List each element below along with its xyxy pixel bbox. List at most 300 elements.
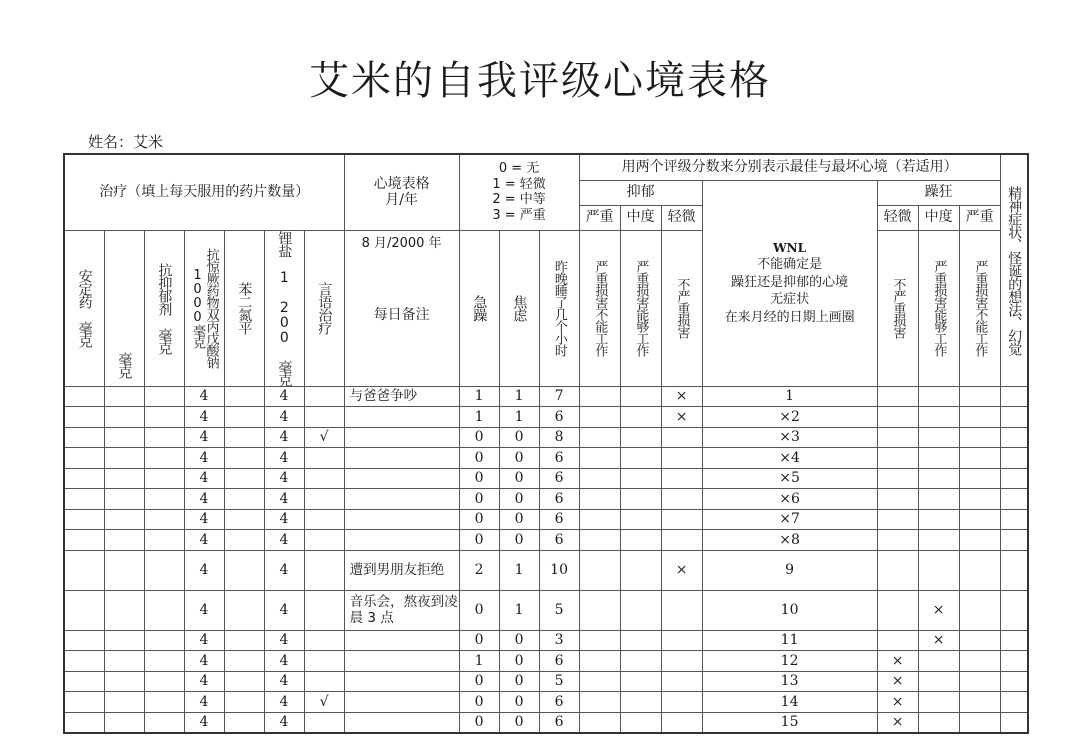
lithium-cell: 4 xyxy=(264,448,304,469)
depression-severe-cell xyxy=(579,489,620,510)
psychosis-cell xyxy=(1000,692,1028,713)
benzodiazepine-cell xyxy=(224,692,264,713)
date-notes-header xyxy=(344,230,459,386)
irritable-cell: 0 xyxy=(459,671,499,692)
mania-col-mild xyxy=(877,230,918,386)
blank-med-cell xyxy=(104,530,144,551)
sleep-hours-cell: 5 xyxy=(539,590,579,630)
scale-line: 3 = 严重 xyxy=(492,207,546,223)
depression-mild-cell xyxy=(661,489,702,510)
mania-moderate-cell xyxy=(918,468,959,489)
anxiety-cell: 0 xyxy=(499,692,539,713)
talk-therapy-cell xyxy=(304,530,344,551)
mania-mild-cell xyxy=(877,590,918,630)
daily-note-cell xyxy=(344,489,459,510)
talk-therapy-cell xyxy=(304,671,344,692)
depression-col-label: 严重损害不能工作 xyxy=(592,260,608,356)
mania-moderate-label: 中度 xyxy=(918,205,959,230)
depression-col-label: 严重损害能够工作 xyxy=(633,260,649,356)
depression-severe-cell xyxy=(579,651,620,672)
sleep-hours-cell: 10 xyxy=(539,550,579,590)
depression-col-severe xyxy=(579,230,620,386)
psychosis-cell xyxy=(1000,651,1028,672)
daily-note-cell xyxy=(344,448,459,469)
mania-mild-cell xyxy=(877,630,918,651)
depression-severe-cell xyxy=(579,386,620,407)
psychosis-cell xyxy=(1000,712,1028,733)
irritable-cell: 0 xyxy=(459,448,499,469)
depression-header: 抑郁 xyxy=(579,180,702,205)
antipsychotic-cell xyxy=(64,489,104,510)
daily-note-cell xyxy=(344,651,459,672)
mania-severe-cell xyxy=(959,530,1000,551)
blank-med-cell xyxy=(104,550,144,590)
med-col-antipsychotic xyxy=(64,230,104,386)
sleep-hours-cell: 6 xyxy=(539,651,579,672)
psychosis-cell xyxy=(1000,468,1028,489)
mania-mild-cell xyxy=(877,386,918,407)
mania-moderate-cell xyxy=(918,671,959,692)
daily-note-cell xyxy=(344,427,459,448)
mania-mild-cell: × xyxy=(877,692,918,713)
day-cell: 13 xyxy=(702,671,877,692)
mania-moderate-cell xyxy=(918,448,959,469)
med-col-label: 抗惊厥药物双丙戊酸钠1000毫克 xyxy=(190,248,219,368)
anxiety-cell: 1 xyxy=(499,407,539,428)
anxiety-cell: 0 xyxy=(499,468,539,489)
psychosis-cell xyxy=(1000,386,1028,407)
psychosis-label: 精神症状、怪诞的想法、幻觉 xyxy=(1006,185,1023,355)
blank-med-cell xyxy=(104,509,144,530)
depression-severe-cell xyxy=(579,448,620,469)
table-row xyxy=(64,509,1028,530)
mania-severe-cell xyxy=(959,509,1000,530)
table-row xyxy=(64,530,1028,551)
antipsychotic-cell xyxy=(64,530,104,551)
benzodiazepine-cell xyxy=(224,671,264,692)
antidepressant-cell xyxy=(144,651,184,672)
antipsychotic-cell xyxy=(64,448,104,469)
depression-col-label: 不严重损害 xyxy=(674,278,690,338)
symptom-col-label: 急躁 xyxy=(471,295,488,321)
sleep-hours-cell: 6 xyxy=(539,530,579,551)
depression-severe-label: 严重 xyxy=(579,205,620,230)
symptom-col-irritable xyxy=(459,230,499,386)
med-col-label: 言语治疗 xyxy=(316,282,333,334)
psychosis-cell xyxy=(1000,550,1028,590)
med-col-label: 锂盐 1 200 毫克 xyxy=(276,230,293,386)
sleep-hours-cell: 7 xyxy=(539,386,579,407)
depression-mild-cell xyxy=(661,509,702,530)
depression-moderate-cell xyxy=(620,550,661,590)
irritable-cell: 0 xyxy=(459,590,499,630)
talk-therapy-cell xyxy=(304,489,344,510)
antidepressant-cell xyxy=(144,630,184,651)
wnl-label: WNL xyxy=(773,240,807,255)
anxiety-cell: 0 xyxy=(499,530,539,551)
daily-note-cell xyxy=(344,509,459,530)
depression-mild-cell xyxy=(661,530,702,551)
blank-med-cell xyxy=(104,489,144,510)
mania-mild-cell xyxy=(877,530,918,551)
psychosis-cell xyxy=(1000,427,1028,448)
day-cell: 9 xyxy=(702,550,877,590)
symptom-col-sleep xyxy=(539,230,579,386)
anxiety-cell: 0 xyxy=(499,712,539,733)
depression-severe-cell xyxy=(579,550,620,590)
psychosis-cell xyxy=(1000,407,1028,428)
daily-note-cell xyxy=(344,630,459,651)
mania-severe-cell xyxy=(959,407,1000,428)
blank-med-cell xyxy=(104,590,144,630)
mania-severe-cell xyxy=(959,448,1000,469)
anxiety-cell: 0 xyxy=(499,509,539,530)
depression-moderate-label: 中度 xyxy=(620,205,661,230)
mania-col-moderate xyxy=(918,230,959,386)
benzodiazepine-cell xyxy=(224,590,264,630)
antipsychotic-cell xyxy=(64,386,104,407)
table-row xyxy=(64,427,1028,448)
sleep-hours-cell: 8 xyxy=(539,427,579,448)
day-cell: ×8 xyxy=(702,530,877,551)
psychosis-cell xyxy=(1000,509,1028,530)
antidepressant-cell xyxy=(144,509,184,530)
depression-severe-cell xyxy=(579,590,620,630)
depakote-cell: 4 xyxy=(184,448,224,469)
antidepressant-cell xyxy=(144,386,184,407)
symptom-col-label: 焦虑 xyxy=(511,295,528,321)
talk-therapy-cell: √ xyxy=(304,692,344,713)
daily-note-cell xyxy=(344,692,459,713)
benzodiazepine-cell xyxy=(224,651,264,672)
antipsychotic-cell xyxy=(64,468,104,489)
blank-med-cell xyxy=(104,427,144,448)
depression-severe-cell xyxy=(579,671,620,692)
daily-note-cell: 遭到男朋友拒绝 xyxy=(344,550,459,590)
scale-line: 0 = 无 xyxy=(498,161,540,177)
day-cell: 1 xyxy=(702,386,877,407)
mania-moderate-cell xyxy=(918,407,959,428)
talk-therapy-cell: √ xyxy=(304,427,344,448)
antipsychotic-cell xyxy=(64,651,104,672)
daily-note-cell xyxy=(344,530,459,551)
mania-moderate-cell xyxy=(918,509,959,530)
benzodiazepine-cell xyxy=(224,712,264,733)
mania-mild-cell: × xyxy=(877,712,918,733)
depakote-cell: 4 xyxy=(184,509,224,530)
depression-col-mild xyxy=(661,230,702,386)
mania-mild-cell xyxy=(877,468,918,489)
med-col-label: 苯二氮平 xyxy=(236,282,253,334)
rating-scale-legend xyxy=(459,154,579,230)
table-row xyxy=(64,590,1028,630)
antipsychotic-cell xyxy=(64,692,104,713)
depakote-cell: 4 xyxy=(184,427,224,448)
depakote-cell: 4 xyxy=(184,651,224,672)
irritable-cell: 0 xyxy=(459,712,499,733)
antidepressant-cell xyxy=(144,530,184,551)
lithium-cell: 4 xyxy=(264,630,304,651)
depakote-cell: 4 xyxy=(184,468,224,489)
mania-severe-cell xyxy=(959,712,1000,733)
benzodiazepine-cell xyxy=(224,448,264,469)
depression-severe-cell xyxy=(579,530,620,551)
talk-therapy-cell xyxy=(304,448,344,469)
month-year-label: 月/年 xyxy=(385,192,418,209)
mania-mild-cell xyxy=(877,509,918,530)
lithium-cell: 4 xyxy=(264,712,304,733)
depression-mild-cell xyxy=(661,468,702,489)
mood-chart-table xyxy=(63,153,1029,734)
wnl-line: 在来月经的日期上画圈 xyxy=(724,309,855,325)
psychosis-cell xyxy=(1000,630,1028,651)
lithium-cell: 4 xyxy=(264,407,304,428)
mania-severe-cell xyxy=(959,468,1000,489)
antipsychotic-cell xyxy=(64,712,104,733)
depression-moderate-cell xyxy=(620,671,661,692)
depression-mild-cell xyxy=(661,427,702,448)
anxiety-cell: 1 xyxy=(499,386,539,407)
wnl-header xyxy=(702,180,877,386)
depakote-cell: 4 xyxy=(184,671,224,692)
depression-severe-cell xyxy=(579,692,620,713)
psychosis-cell xyxy=(1000,448,1028,469)
wnl-line: 不能确定是 xyxy=(757,257,823,272)
table-row xyxy=(64,550,1028,590)
mania-severe-cell xyxy=(959,590,1000,630)
mania-mild-cell xyxy=(877,550,918,590)
benzodiazepine-cell xyxy=(224,550,264,590)
sleep-hours-cell: 6 xyxy=(539,468,579,489)
depression-moderate-cell xyxy=(620,468,661,489)
daily-note-cell: 与爸爸争吵 xyxy=(344,386,459,407)
psychosis-cell xyxy=(1000,489,1028,510)
sleep-hours-cell: 3 xyxy=(539,630,579,651)
depakote-cell: 4 xyxy=(184,550,224,590)
patient-name-label: 姓名：艾米 xyxy=(88,133,164,151)
lithium-cell: 4 xyxy=(264,692,304,713)
irritable-cell: 0 xyxy=(459,427,499,448)
psychosis-header xyxy=(1000,154,1028,386)
mania-severe-cell xyxy=(959,386,1000,407)
mania-moderate-cell xyxy=(918,530,959,551)
benzodiazepine-cell xyxy=(224,407,264,428)
mania-moderate-cell xyxy=(918,427,959,448)
table-row xyxy=(64,489,1028,510)
sleep-hours-cell: 6 xyxy=(539,509,579,530)
mania-severe-label: 严重 xyxy=(959,205,1000,230)
day-cell: 11 xyxy=(702,630,877,651)
symptom-col-anxiety xyxy=(499,230,539,386)
depression-moderate-cell xyxy=(620,651,661,672)
blank-med-cell xyxy=(104,630,144,651)
sleep-hours-cell: 5 xyxy=(539,671,579,692)
treatment-header: 治疗（填上每天服用的药片数量） xyxy=(64,154,344,230)
table-row xyxy=(64,671,1028,692)
blank-med-cell xyxy=(104,692,144,713)
talk-therapy-cell xyxy=(304,590,344,630)
day-cell: 10 xyxy=(702,590,877,630)
depression-mild-cell xyxy=(661,630,702,651)
irritable-cell: 0 xyxy=(459,468,499,489)
med-col-label: 安定药 毫克 xyxy=(76,269,93,347)
antipsychotic-cell xyxy=(64,630,104,651)
day-cell: ×6 xyxy=(702,489,877,510)
antidepressant-cell xyxy=(144,671,184,692)
mania-moderate-cell: × xyxy=(918,630,959,651)
benzodiazepine-cell xyxy=(224,468,264,489)
depression-severe-cell xyxy=(579,407,620,428)
depression-moderate-cell xyxy=(620,407,661,428)
depression-mild-cell xyxy=(661,692,702,713)
benzodiazepine-cell xyxy=(224,386,264,407)
depression-moderate-cell xyxy=(620,509,661,530)
mania-severe-cell xyxy=(959,550,1000,590)
depression-severe-cell xyxy=(579,427,620,448)
irritable-cell: 0 xyxy=(459,530,499,551)
day-cell: ×5 xyxy=(702,468,877,489)
antidepressant-cell xyxy=(144,692,184,713)
irritable-cell: 0 xyxy=(459,630,499,651)
day-cell: 12 xyxy=(702,651,877,672)
depression-mild-label: 轻微 xyxy=(661,205,702,230)
depression-moderate-cell xyxy=(620,630,661,651)
table-row xyxy=(64,651,1028,672)
day-cell: ×4 xyxy=(702,448,877,469)
depakote-cell: 4 xyxy=(184,630,224,651)
antidepressant-cell xyxy=(144,468,184,489)
irritable-cell: 1 xyxy=(459,651,499,672)
wnl-line: 躁狂还是抑郁的心境 xyxy=(731,274,849,290)
lithium-cell: 4 xyxy=(264,386,304,407)
depakote-cell: 4 xyxy=(184,489,224,510)
talk-therapy-cell xyxy=(304,468,344,489)
table-row xyxy=(64,468,1028,489)
table-row xyxy=(64,630,1028,651)
antipsychotic-cell xyxy=(64,590,104,630)
lithium-cell: 4 xyxy=(264,550,304,590)
talk-therapy-cell xyxy=(304,550,344,590)
anxiety-cell: 0 xyxy=(499,489,539,510)
day-cell: ×7 xyxy=(702,509,877,530)
mania-moderate-cell xyxy=(918,489,959,510)
med-col-label: 毫克 xyxy=(116,351,133,378)
sleep-hours-cell: 6 xyxy=(539,448,579,469)
anxiety-cell: 0 xyxy=(499,671,539,692)
mania-moderate-cell xyxy=(918,712,959,733)
antidepressant-cell xyxy=(144,712,184,733)
anxiety-cell: 1 xyxy=(499,550,539,590)
mania-severe-cell xyxy=(959,630,1000,651)
antidepressant-cell xyxy=(144,448,184,469)
mania-severe-cell xyxy=(959,489,1000,510)
benzodiazepine-cell xyxy=(224,509,264,530)
depression-moderate-cell xyxy=(620,712,661,733)
med-col-lithium xyxy=(264,230,304,386)
psychosis-cell xyxy=(1000,530,1028,551)
psychosis-cell xyxy=(1000,671,1028,692)
depression-mild-cell: × xyxy=(661,407,702,428)
mania-severe-cell xyxy=(959,671,1000,692)
depression-mild-cell: × xyxy=(661,550,702,590)
page-title: 艾米的自我评级心境表格 xyxy=(309,57,771,104)
date-value: 8 月/2000 年 xyxy=(361,235,442,251)
talk-therapy-cell xyxy=(304,630,344,651)
mania-severe-cell xyxy=(959,692,1000,713)
lithium-cell: 4 xyxy=(264,671,304,692)
antidepressant-cell xyxy=(144,489,184,510)
mania-severe-cell xyxy=(959,427,1000,448)
anxiety-cell: 1 xyxy=(499,590,539,630)
depression-mild-cell xyxy=(661,651,702,672)
daily-note-cell xyxy=(344,468,459,489)
day-cell: 14 xyxy=(702,692,877,713)
daily-note-cell xyxy=(344,712,459,733)
antidepressant-cell xyxy=(144,590,184,630)
depression-moderate-cell xyxy=(620,590,661,630)
lithium-cell: 4 xyxy=(264,427,304,448)
depakote-cell: 4 xyxy=(184,692,224,713)
irritable-cell: 0 xyxy=(459,692,499,713)
blank-med-cell xyxy=(104,386,144,407)
lithium-cell: 4 xyxy=(264,509,304,530)
daily-note-cell: 音乐会，熬夜到凌晨 3 点 xyxy=(344,590,459,630)
depression-severe-cell xyxy=(579,630,620,651)
anxiety-cell: 0 xyxy=(499,651,539,672)
depression-col-moderate xyxy=(620,230,661,386)
daily-note-cell xyxy=(344,671,459,692)
daily-note-cell xyxy=(344,407,459,428)
psychosis-cell xyxy=(1000,590,1028,630)
scale-line: 2 = 中等 xyxy=(492,192,546,208)
anxiety-cell: 0 xyxy=(499,630,539,651)
sleep-hours-cell: 6 xyxy=(539,489,579,510)
depression-severe-cell xyxy=(579,468,620,489)
table-row xyxy=(64,407,1028,428)
depression-severe-cell xyxy=(579,712,620,733)
depakote-cell: 4 xyxy=(184,590,224,630)
med-col-talk-therapy xyxy=(304,230,344,386)
anxiety-cell: 0 xyxy=(499,448,539,469)
mania-moderate-cell xyxy=(918,550,959,590)
mania-mild-cell: × xyxy=(877,651,918,672)
blank-med-cell xyxy=(104,448,144,469)
lithium-cell: 4 xyxy=(264,468,304,489)
mania-severe-cell xyxy=(959,651,1000,672)
mania-mild-cell xyxy=(877,427,918,448)
talk-therapy-cell xyxy=(304,712,344,733)
antipsychotic-cell xyxy=(64,427,104,448)
wnl-line: 无症状 xyxy=(770,292,810,308)
mania-mild-cell xyxy=(877,489,918,510)
irritable-cell: 1 xyxy=(459,386,499,407)
depression-moderate-cell xyxy=(620,530,661,551)
depression-moderate-cell xyxy=(620,489,661,510)
blank-med-cell xyxy=(104,468,144,489)
med-col-depakote xyxy=(184,230,224,386)
antidepressant-cell xyxy=(144,550,184,590)
mania-moderate-cell xyxy=(918,386,959,407)
lithium-cell: 4 xyxy=(264,489,304,510)
day-cell: ×2 xyxy=(702,407,877,428)
daily-notes-label: 每日备注 xyxy=(373,307,430,324)
anxiety-cell: 0 xyxy=(499,427,539,448)
depression-moderate-cell xyxy=(620,386,661,407)
mania-col-label: 不严重损害 xyxy=(890,278,906,338)
blank-med-cell xyxy=(104,651,144,672)
irritable-cell: 1 xyxy=(459,407,499,428)
depression-mild-cell xyxy=(661,590,702,630)
